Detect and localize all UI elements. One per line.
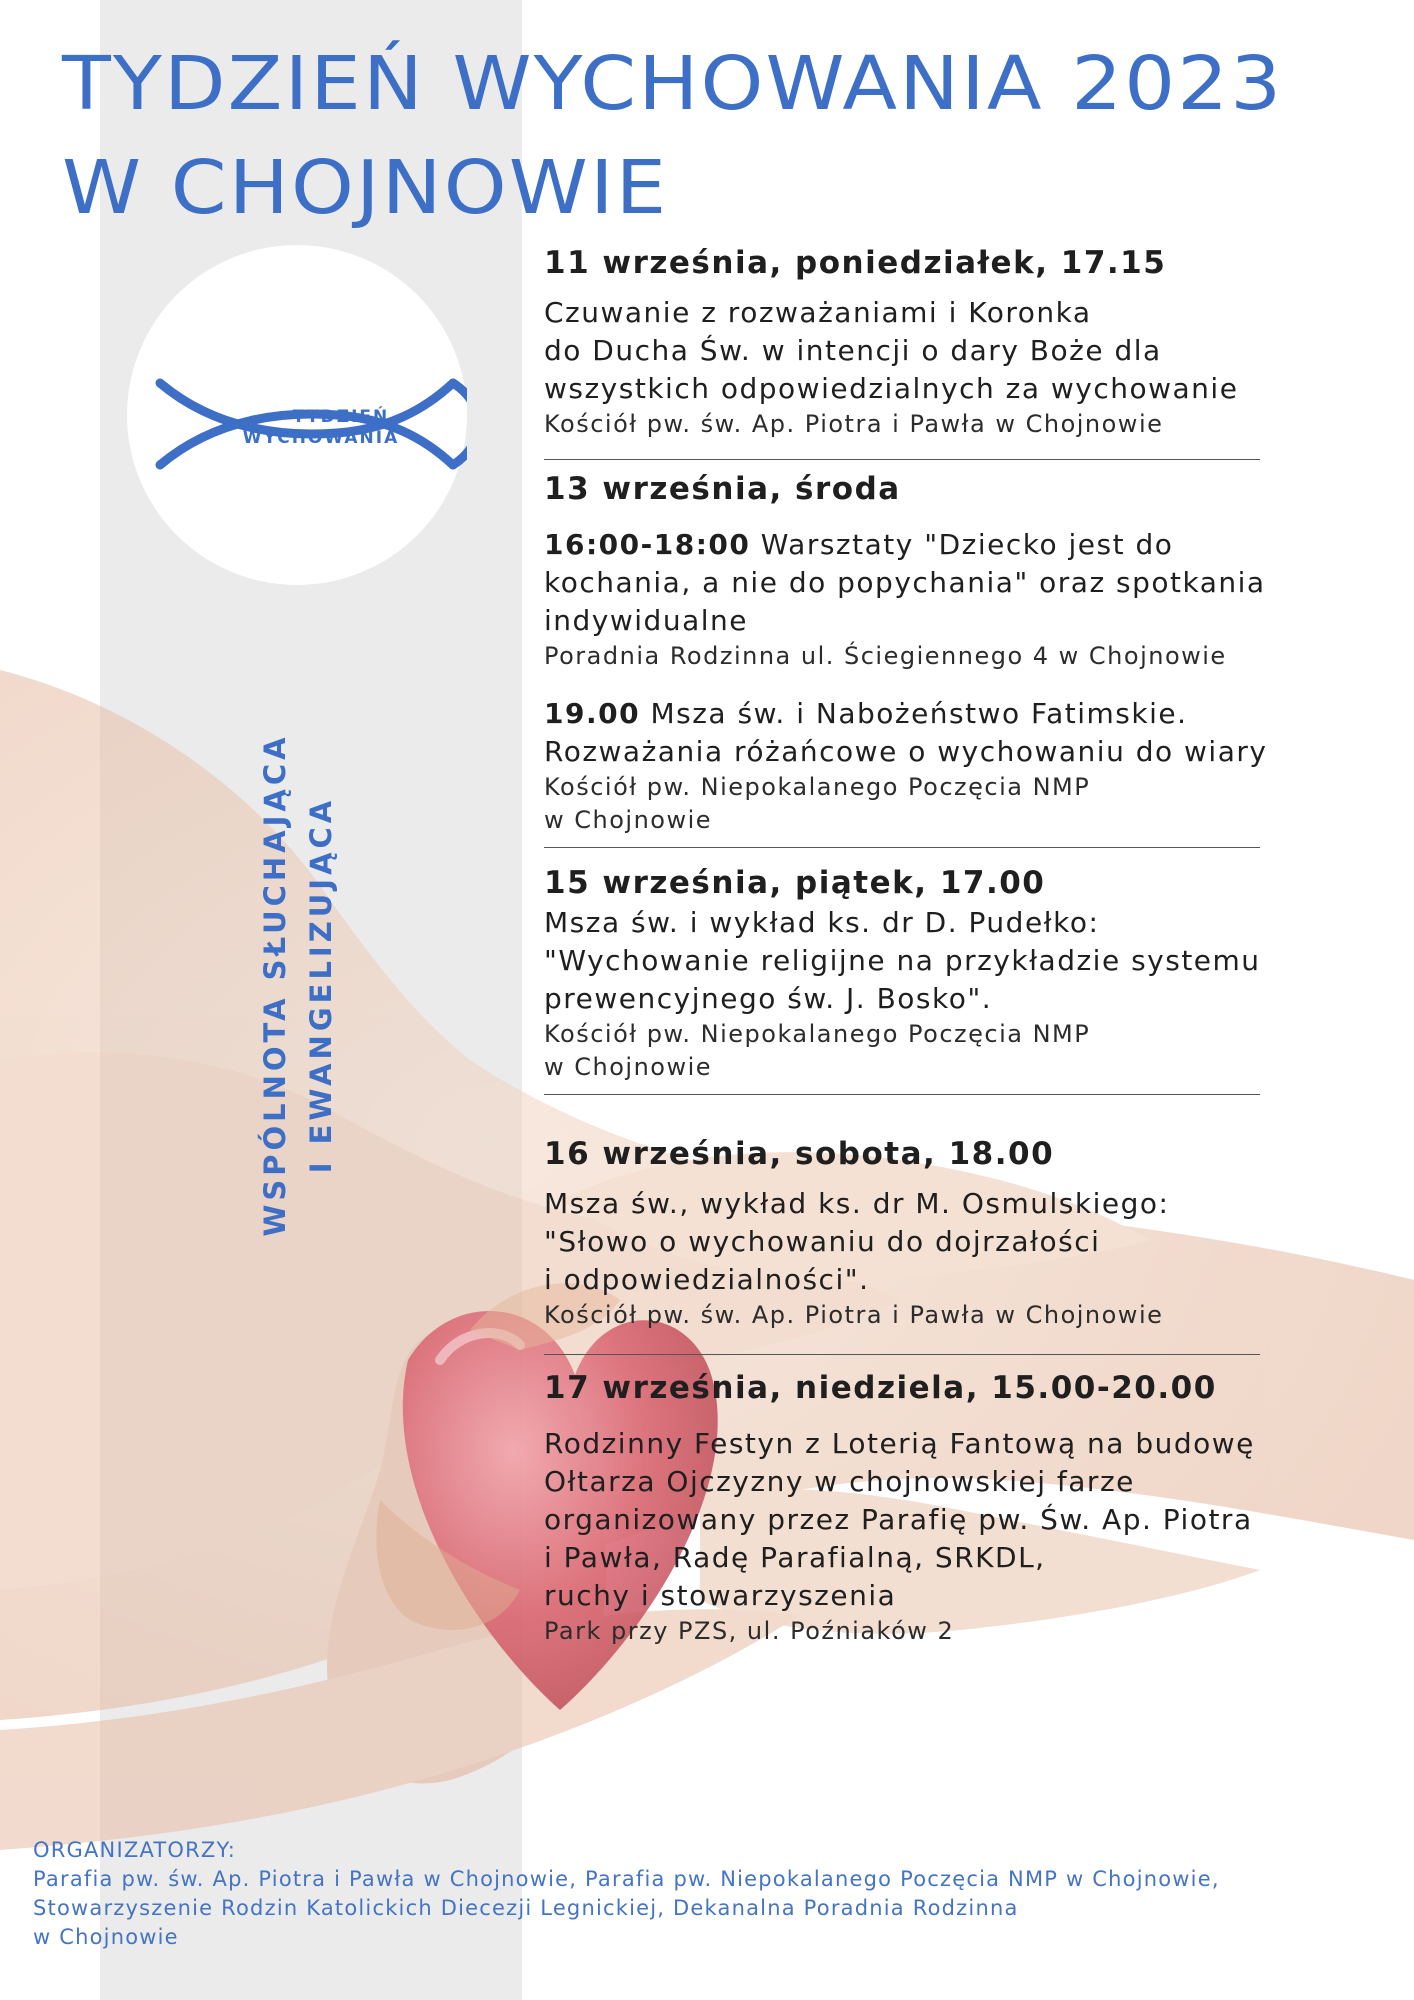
description-line: do Ducha Św. w intencji o dary Boże dla: [544, 334, 1162, 367]
description-line: i Pawła, Radę Parafialną, SRKDL,: [544, 1541, 1046, 1574]
organizers-line: Parafia pw. św. Ap. Piotra i Pawła w Chojnowie, Parafia pw. Niepokalanego Poczęcia NMP w Chojnowie,: [33, 1867, 1220, 1891]
description-line: [544, 695, 1374, 733]
description-text: Warsztaty "Dziecko jest do: [750, 528, 1174, 561]
event-5: [544, 1367, 1374, 1648]
event-description: [544, 695, 1374, 771]
event-2: [544, 468, 1374, 837]
description-line: Ołtarza Ojczyzny w chojnowskiej farze: [544, 1465, 1135, 1498]
event-date: 13 września, środa: [544, 471, 901, 507]
organizers-line: Stowarzyszenie Rodzin Katolickich Diecezji Legnickiej, Dekanalna Poradnia Rodzinna: [33, 1896, 1019, 1920]
motto-line-2: I EWANGELIZUJĄCA: [304, 796, 338, 1174]
organizers-section: [33, 1836, 1220, 1952]
logo-badge: [127, 245, 467, 585]
event-schedule: [544, 242, 1374, 1648]
event-date: 16 września, sobota, 18.00: [544, 1136, 1055, 1172]
logo-text-line-1: TYDZIEŃ: [292, 407, 390, 427]
description-line: indywidualne: [544, 604, 748, 637]
description-line: wszystkich odpowiedzialnych za wychowanie: [544, 372, 1239, 405]
organizers-heading: ORGANIZATORZY:: [33, 1838, 237, 1862]
event-time: 16:00-18:00: [544, 528, 751, 561]
event-date: 15 września, piątek, 17.00: [544, 865, 1046, 901]
description-line: "Wychowanie religijne na przykładzie systemu: [544, 944, 1261, 977]
event-time: 19.00: [544, 697, 641, 730]
description-text: Msza św. i Nabożeństwo Fatimskie.: [640, 697, 1188, 730]
description-line: kochania, a nie do popychania" oraz spotkania: [544, 566, 1266, 599]
location-line: Kościół pw. św. Ap. Piotra i Pawła w Chojnowie: [544, 410, 1164, 438]
description-line: [544, 526, 1374, 564]
location-line: w Chojnowie: [544, 806, 713, 834]
location-line: Kościół pw. Niepokalanego Poczęcia NMP: [544, 1020, 1091, 1048]
event-3: [544, 862, 1374, 1084]
description-line: Msza św. i wykład ks. dr D. Pudełko:: [544, 906, 1100, 939]
event-description: [544, 294, 1374, 408]
event-description: [544, 1185, 1374, 1299]
description-line: Msza św., wykład ks. dr M. Osmulskiego:: [544, 1187, 1170, 1220]
description-line: organizowany przez Parafię pw. Św. Ap. Piotra: [544, 1503, 1253, 1536]
description-line: Czuwanie z rozważaniami i Koronka: [544, 296, 1092, 329]
title-line-1: TYDZIEŃ WYCHOWANIA 2023: [62, 41, 1284, 127]
divider: [544, 459, 1260, 460]
event-location: [544, 640, 1374, 673]
event-location: [544, 408, 1374, 441]
motto-line-1: WSPÓLNOTA SŁUCHAJĄCA: [258, 733, 292, 1237]
title-line-2: W CHOJNOWIE: [62, 145, 669, 231]
motto-vertical: [252, 635, 344, 1335]
event-location: [544, 771, 1374, 837]
description-line: Rodzinny Festyn z Loterią Fantową na budowę: [544, 1427, 1255, 1460]
event-description: [544, 1425, 1374, 1615]
divider: [544, 1354, 1260, 1355]
description-line: ruchy i stowarzyszenia: [544, 1579, 897, 1612]
organizers-line: w Chojnowie: [33, 1925, 179, 1949]
location-line: Kościół pw. św. Ap. Piotra i Pawła w Chojnowie: [544, 1301, 1164, 1329]
description-line: i odpowiedzialności".: [544, 1263, 870, 1296]
divider: [544, 847, 1260, 848]
event-date: 17 września, niedziela, 15.00-20.00: [544, 1370, 1217, 1406]
event-date: 11 września, poniedziałek, 17.15: [544, 245, 1167, 281]
poster-title: [62, 32, 1283, 240]
event-description: [544, 526, 1374, 640]
location-line: w Chojnowie: [544, 1053, 713, 1081]
description-line: prewencyjnego św. J. Bosko".: [544, 982, 993, 1015]
ichthys-fish-icon: [127, 245, 467, 585]
event-4: [544, 1133, 1374, 1332]
location-line: Park przy PZS, ul. Poźniaków 2: [544, 1617, 955, 1645]
event-location: [544, 1018, 1374, 1084]
event-1: [544, 242, 1374, 441]
description-line: "Słowo o wychowaniu do dojrzałości: [544, 1225, 1101, 1258]
event-description: [544, 904, 1374, 1018]
divider: [544, 1094, 1260, 1095]
location-line: Kościół pw. Niepokalanego Poczęcia NMP: [544, 773, 1091, 801]
location-line: Poradnia Rodzinna ul. Ściegiennego 4 w Chojnowie: [544, 642, 1227, 670]
event-location: [544, 1615, 1374, 1648]
event-location: [544, 1299, 1374, 1332]
logo-text-line-2: WYCHOWANIA: [242, 428, 400, 448]
description-line: Rozważania różańcowe o wychowaniu do wiary: [544, 735, 1268, 768]
